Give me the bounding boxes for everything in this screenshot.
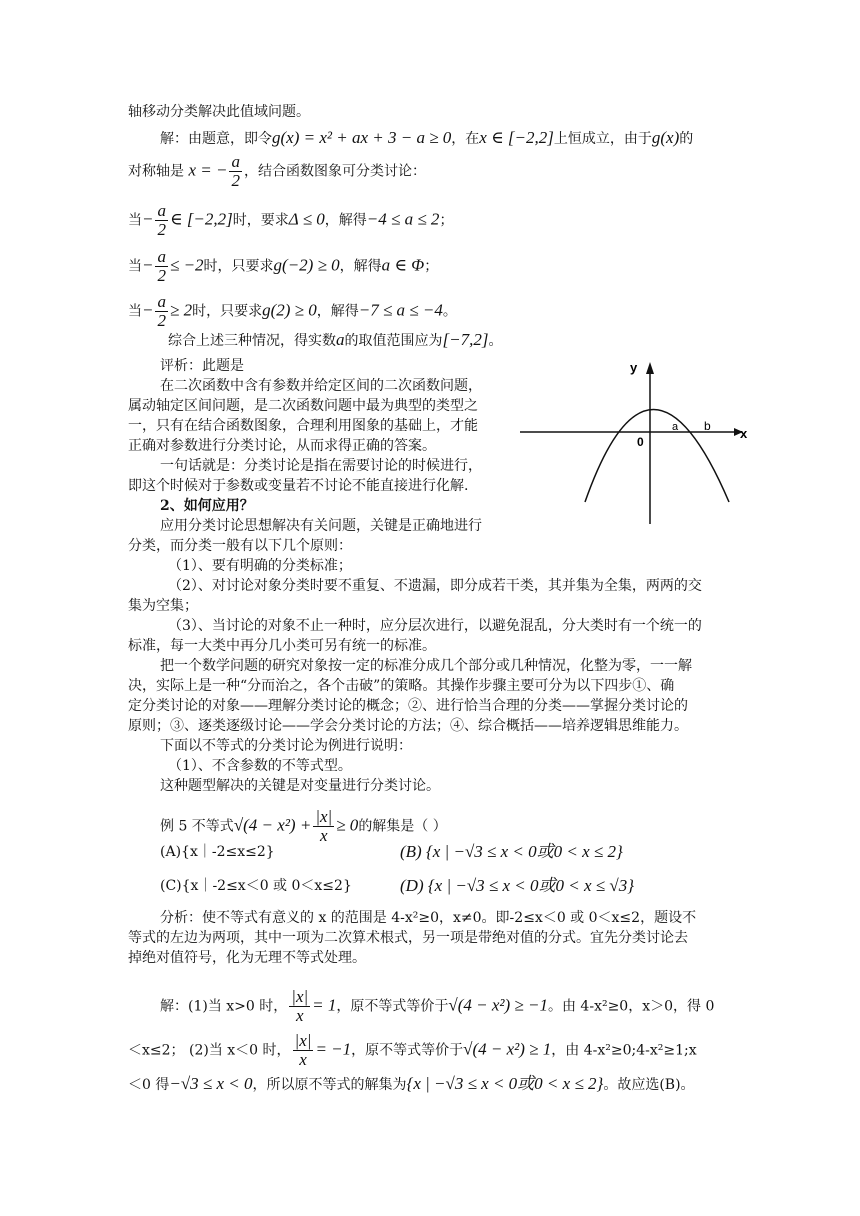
point-b-label: b bbox=[704, 419, 711, 433]
text-line: 正确对参数进行分类讨论，从而求得正确的答案。 bbox=[128, 438, 436, 454]
fraction: $\frac{a}{2}$ bbox=[157, 292, 166, 330]
text-line: 标准，每一大类中再分几小类可另有统一的标准。 bbox=[128, 638, 436, 654]
case-1: 当− $\frac{a}{2}$ ∈ [−2,2]时，要求Δ ≤ 0，解得−4 ≤ a ≤ 2； bbox=[128, 201, 454, 239]
section-heading: 2、如何应用？ bbox=[160, 498, 254, 514]
text-line: 这种题型解决的关键是对变量进行分类讨论。 bbox=[160, 778, 440, 794]
axis-line: 对称轴是 x = − $\frac{a}{2}$ ，结合函数图象可分类讨论： bbox=[128, 152, 426, 190]
option-d: (D) {x | −√3 ≤ x < 0或0 < x ≤ √3} bbox=[400, 876, 634, 895]
text-line: （2）、对讨论对象分类时要不重复、不遗漏，即分成若干类，其并集为全集，两两的交 bbox=[168, 578, 702, 594]
example-5: 例 5 不等式√(4 − x²) + $\frac{|x|}{x}$ ≥ 0的解集是（ ） bbox=[160, 807, 447, 845]
text-line: 属动轴定区间问题，是二次函数问题中最为典型的类型之 bbox=[128, 398, 478, 414]
text-line: 即这个时候对于参数或变量若不讨论不能直接进行化解. bbox=[128, 478, 469, 494]
point-a-label: a bbox=[672, 421, 679, 433]
text-line: 分析：使不等式有意义的 x 的范围是 4-x²≥0，x≠0。即-2≤x＜0 或 0＜x≤2，题设不 bbox=[160, 910, 697, 926]
text-line: （1）、要有明确的分类标准； bbox=[168, 558, 352, 574]
origin-label: 0 bbox=[637, 435, 644, 449]
text-line: 在二次函数中含有参数并给定区间的二次函数问题， bbox=[160, 378, 482, 394]
case-2: 当− $\frac{a}{2}$ ≤ −2时，只要求g(−2) ≥ 0，解得a ∈ Φ； bbox=[128, 247, 439, 285]
fraction: $\frac{a}{2}$ bbox=[231, 152, 240, 190]
fraction: $\frac{|x|}{x}$ bbox=[291, 987, 309, 1025]
text-line: 把一个数学问题的研究对象按一定的标准分成几个部分或几种情况，化整为零，一一解 bbox=[160, 658, 692, 674]
x-axis-label: x bbox=[740, 426, 748, 441]
text-line: 定分类讨论的对象——理解分类讨论的概念；②、进行恰当合理的分类——掌握分类讨论的 bbox=[128, 698, 688, 714]
y-axis-arrow bbox=[646, 362, 654, 374]
text-line: （1）、不含参数的不等式型。 bbox=[168, 758, 352, 774]
text-line: 下面以不等式的分类讨论为例进行说明： bbox=[160, 738, 412, 754]
fraction: $\frac{a}{2}$ bbox=[157, 247, 166, 285]
text-line: （3）、当讨论的对象不止一种时，应分层次进行，以避免混乱，分大类时有一个统一的 bbox=[168, 618, 702, 634]
text-line: 一句话就是：分类讨论是指在需要讨论的时候进行， bbox=[160, 458, 482, 474]
text-line: 一，只有在结合函数图象，合理利用图象的基础上，才能 bbox=[128, 418, 478, 434]
y-axis-label: y bbox=[630, 360, 638, 375]
text-line: 掉绝对值符号，化为无理不等式处理。 bbox=[128, 950, 366, 966]
solution-line-3: ＜0 得−√3 ≤ x < 0，所以原不等式的解集为{x | −√3 ≤ x < 0或0 < x ≤ 2}。故应选(B)。 bbox=[128, 1074, 695, 1093]
fraction: $\frac{|x|}{x}$ bbox=[294, 1031, 312, 1069]
option-b: (B) {x | −√3 ≤ x < 0或0 < x ≤ 2} bbox=[400, 842, 623, 861]
text-line: 决，实际上是一种“分而治之，各个击破”的策略。其操作步骤主要可分为以下四步①、确 bbox=[128, 678, 675, 694]
text-line: 集为空集； bbox=[128, 598, 198, 614]
option-a: (A){x｜-2≤x≤2} bbox=[160, 844, 275, 860]
text-line: 应用分类讨论思想解决有关问题，关键是正确地进行 bbox=[160, 518, 482, 534]
text-line: 原则；③、逐类逐级讨论——学会分类讨论的方法；④、综合概括——培养逻辑思维能力。 bbox=[128, 718, 688, 734]
fraction: $\frac{a}{2}$ bbox=[157, 201, 166, 239]
parabola-graph bbox=[512, 352, 752, 532]
solution-line: 解：由题意，即令g(x) = x² + ax + 3 − a ≥ 0，在x ∈ [−2,2]上恒成立，由于g(x)的 bbox=[160, 128, 694, 147]
text-line: 轴移动分类解决此值域问题。 bbox=[128, 104, 310, 120]
option-c: (C){x｜-2≤x＜0 或 0＜x≤2} bbox=[160, 878, 352, 894]
solution-line-1: 解：(1)当 x>0 时， $\frac{|x|}{x}$ = 1，原不等式等价于√(4 − x²) ≥ −1。由 4-x²≥0，x＞0，得 0 bbox=[160, 987, 715, 1025]
solution-line-2: ＜x≤2； (2)当 x＜0 时， $\frac{|x|}{x}$ = −1，原不等式等价于√(4 − x²) ≥ 1，由 4-x²≥0;4-x²≥1;x bbox=[128, 1031, 697, 1069]
summary-line: 综合上述三种情况，得实数a的取值范围应为[−7,2]。 bbox=[168, 330, 503, 349]
fraction: $\frac{|x|}{x}$ bbox=[315, 807, 333, 845]
text-line: 分类，而分类一般有以下几个原则： bbox=[128, 538, 352, 554]
text-line: 评析：此题是 bbox=[160, 358, 244, 374]
text-line: 等式的左边为两项，其中一项为二次算术根式，另一项是带绝对值的分式。宜先分类讨论去 bbox=[128, 930, 688, 946]
case-3: 当− $\frac{a}{2}$ ≥ 2时，只要求g(2) ≥ 0，解得−7 ≤ a ≤ −4。 bbox=[128, 292, 457, 330]
